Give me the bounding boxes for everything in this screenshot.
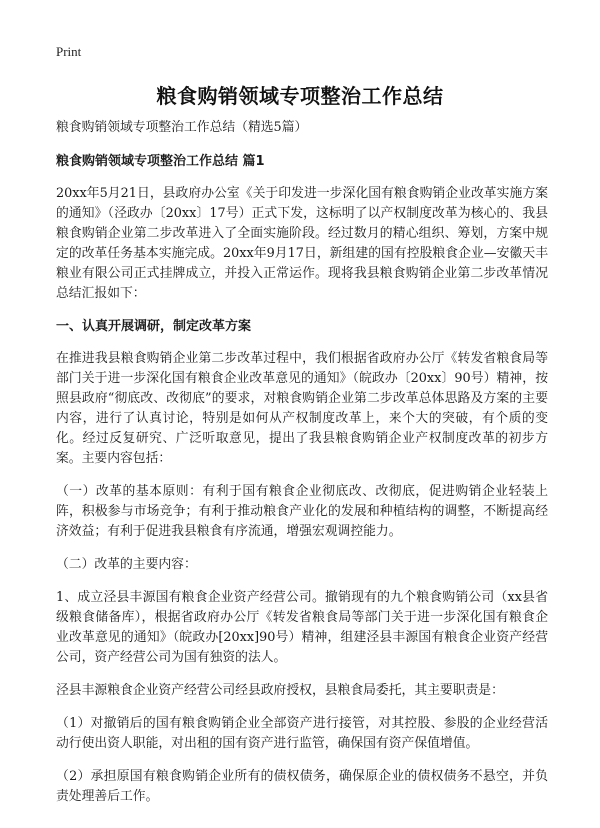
document-body (56, 118, 548, 820)
paragraph-basic-principles: （一）改革的基本原则：有利于国有粮食企业彻底改、改彻底，促进购销企业轻装上阵，积极参与市场竞争；有利于推动粮食产业化的发展和种植结构的调整，不断提高经济效益；有利于促进我县粮食有序流通，增强宏观调控能力。 (56, 484, 548, 539)
paragraph-asset-company: 1、成立泾县丰源国有粮食企业资产经营公司。撤销现有的九个粮食购销公司（xx县省级粮食储备库），根据省政府办公厅《转发省粮食局等部门关于进一步深化国有粮食企业改革意见的通知》（皖政办[20xx]90号）精神，组建泾县丰源国有粮食企业资产经营公司，资产经营公司为国有独资的法人。 (56, 590, 548, 665)
paragraph-main-content-heading: （二）改革的主要内容： (56, 557, 197, 572)
paragraph-reform-process: 在推进我县粮食购销企业第二步改革过程中，我们根据省政府办公厅《转发省粮食局等部门关于进一步深化国有粮食企业改革意见的通知》（皖政办〔20xx〕90号）精神，按照县政府“彻底改、改彻底”的要求，对粮食购销企业第二步改革总体思路及方案的主要内容，进行了认真讨论，特别是如何从产权制度改革上，来个大的突破，有个质的变化。经过反复研究、广泛听取意见，提出了我县粮食购销企业产权制度改革的初步方案。主要内容包括： (56, 351, 548, 466)
paragraph-duty-1: （1）对撤销后的国有粮食购销企业全部资产进行接管，对其控股、参股的企业经营活动行使出资人职能，对出租的国有资产进行监管，确保国有资产保值增值。 (56, 716, 548, 751)
document-title: 粮食购销领域专项整治工作总结 (156, 84, 444, 108)
section-heading: 粮食购销领域专项整治工作总结 篇1 (56, 154, 265, 169)
paragraph-duty-2: （2）承担原国有粮食购销企业所有的债权债务，确保原企业的债权债务不悬空，并负责处理善后工作。 (56, 769, 548, 804)
heading-research-plan: 一、认真开展调研，制定改革方案 (56, 319, 252, 334)
document-subtitle: 粮食购销领域专项整治工作总结（精选5篇） (56, 120, 308, 135)
print-label: Print (56, 44, 82, 59)
paragraph-intro: 20xx年5月21日，县政府办公室《关于印发进一步深化国有粮食购销企业改革实施方案的通知》（泾政办〔20xx〕17号）正式下发，这标明了以产权制度改革为核心的、我县粮食购销企业第二步改革进入了全面实施阶段。经过数月的精心组织、筹划，方案中规定的改革任务基本实施完成。20xx年9月17日，新组建的国有控股粮食企业—安徽天丰粮业有限公司正式挂牌成立，并投入正常运作。现将我县粮食购销企业第二步改革情况总结汇报如下： (56, 186, 548, 301)
paragraph-duties-intro: 泾县丰源粮食企业资产经营公司经县政府授权，县粮食局委托，其主要职责是： (56, 683, 504, 698)
